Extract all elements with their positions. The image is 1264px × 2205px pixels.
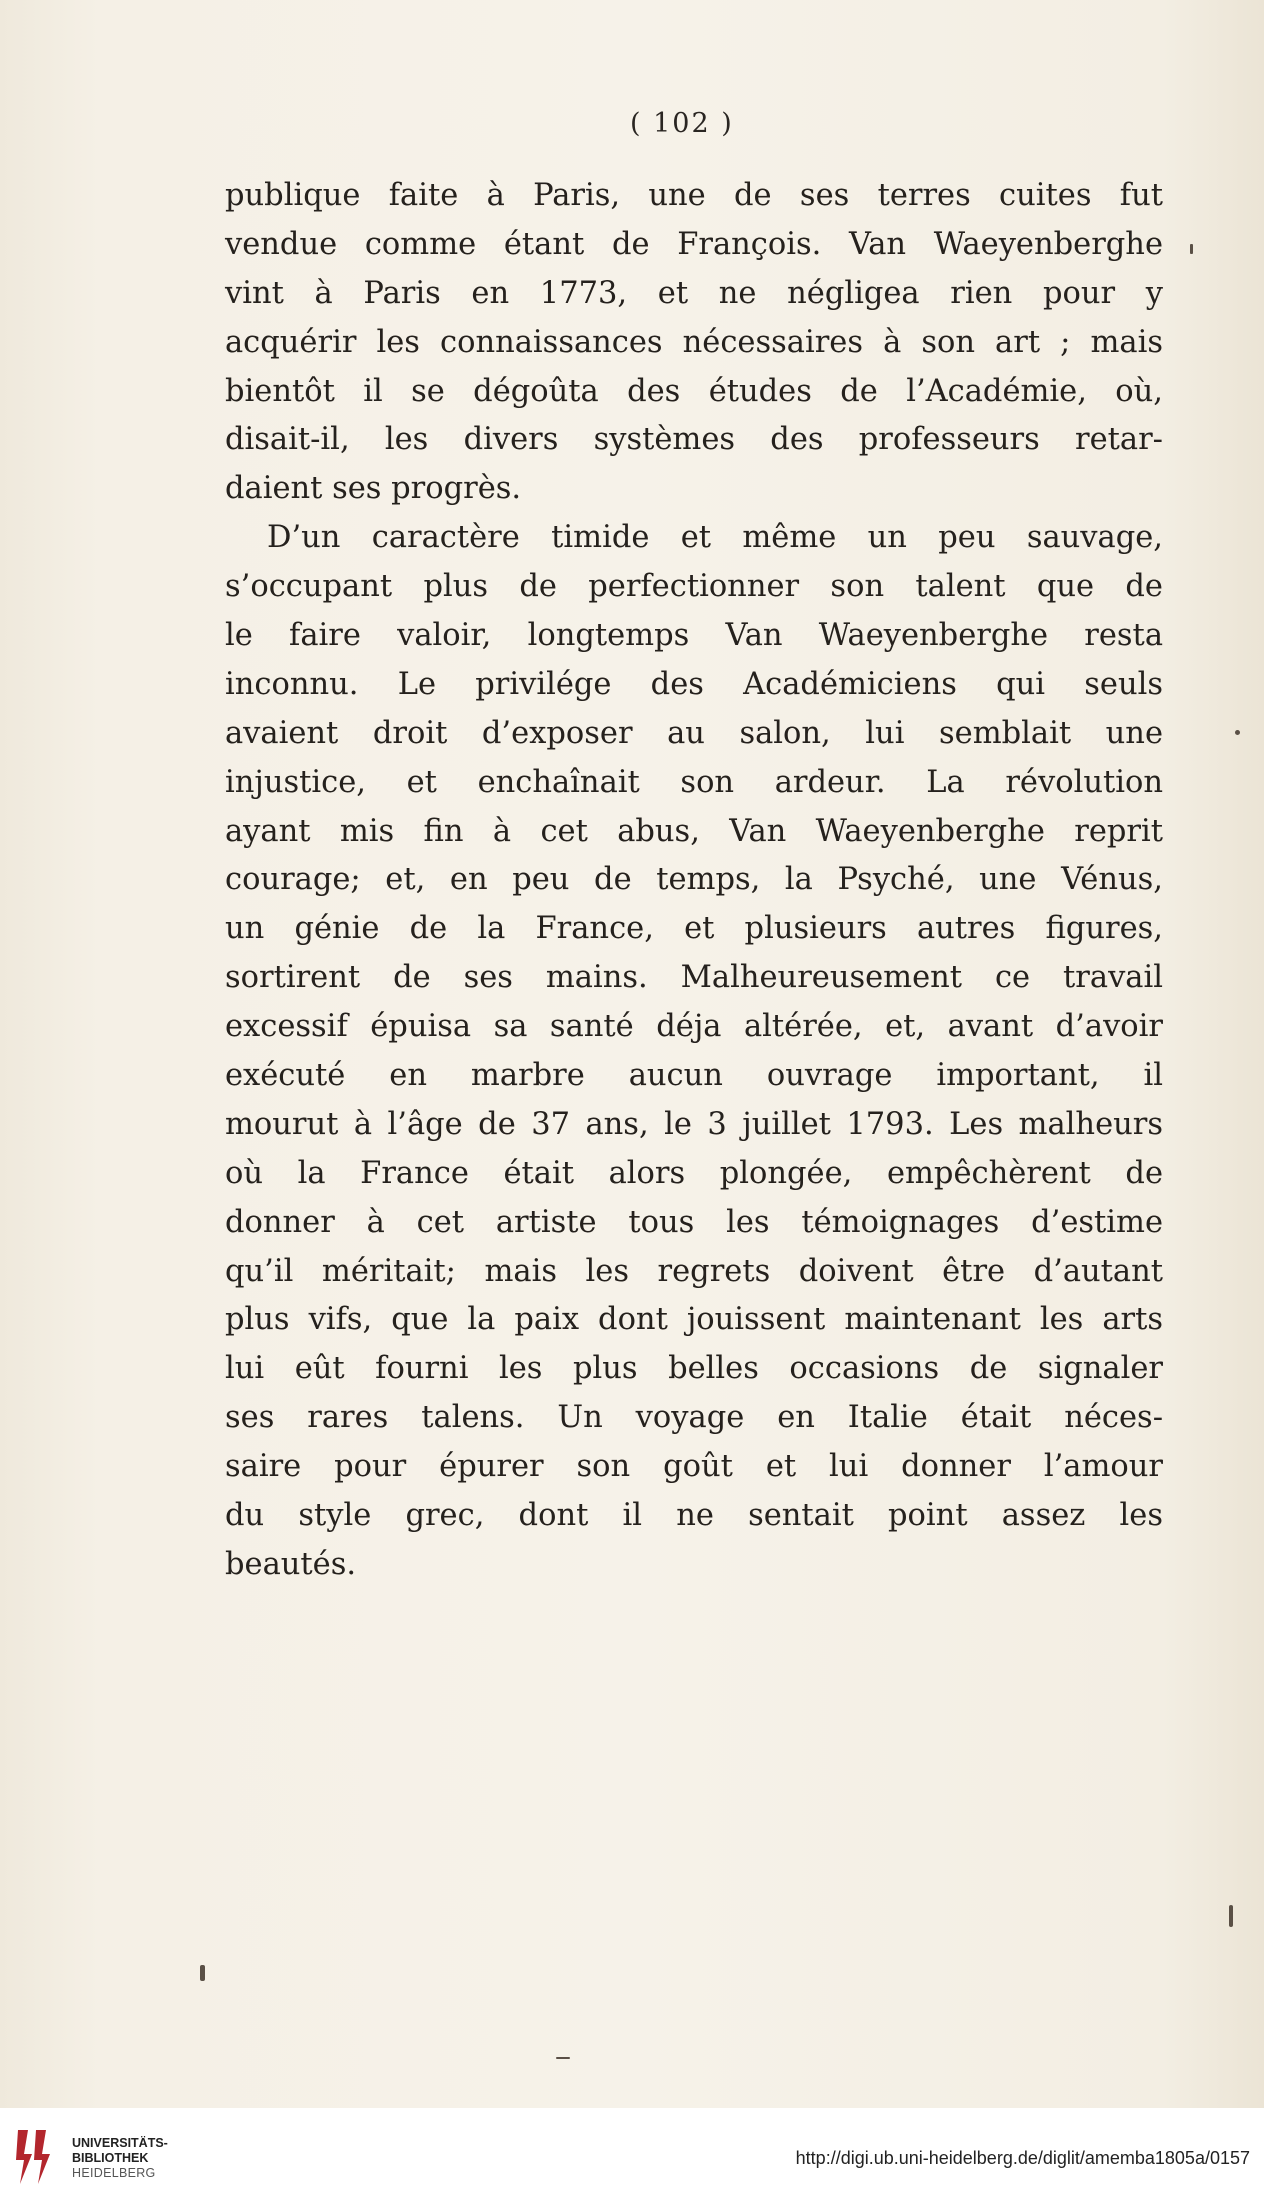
text-line: publique faite à Paris, une de ses terres cuites fut <box>225 178 1163 213</box>
text-line: du style grec, dont il ne sentait point assez les <box>225 1498 1163 1534</box>
text-line: acquérir les connaissances nécessaires à son art ; mais <box>225 324 1163 360</box>
text-line: courage; et, en peu de temps, la Psyché, une Vénus, <box>225 862 1163 898</box>
text-line: disait-il, les divers systèmes des professeurs retar- <box>225 422 1163 458</box>
text-line: sortirent de ses mains. Malheureusement ce travail <box>225 960 1163 996</box>
text-line: un génie de la France, et plusieurs autres figures, <box>225 911 1163 947</box>
text-line: vint à Paris en 1773, et ne négligea rien pour y <box>225 275 1163 311</box>
text-line: excessif épuisa sa santé déja altérée, et, avant d’avoir <box>225 1009 1163 1045</box>
text-line: D’un caractère timide et même un peu sauvage, <box>267 520 1163 556</box>
paper-speck <box>556 2057 570 2059</box>
text-line: donner à cet artiste tous les témoignages d’estime <box>225 1204 1163 1240</box>
text-line: lui eût fourni les plus belles occasions de signaler <box>225 1351 1163 1387</box>
text-line: vendue comme étant de François. Van Waeyenberghe <box>225 226 1163 262</box>
library-name-line: UNIVERSITÄTS- <box>72 2136 168 2150</box>
text-line: bientôt il se dégoûta des études de l’Académie, où, <box>225 373 1163 409</box>
library-name-line: HEIDELBERG <box>72 2166 156 2180</box>
text-line: le faire valoir, longtemps Van Waeyenberghe resta <box>225 618 1163 654</box>
text-line: avaient droit d’exposer au salon, lui semblait une <box>225 715 1163 751</box>
text-line: beautés. <box>225 1546 357 1582</box>
library-name <box>72 2136 168 2181</box>
text-line: s’occupant plus de perfectionner son talent que de <box>225 569 1163 605</box>
source-url[interactable]: http://digi.ub.uni-heidelberg.de/diglit/amemba1805a/0157 <box>795 2148 1250 2168</box>
text-line: injustice, et enchaînait son ardeur. La révolution <box>225 764 1163 800</box>
paper-speck <box>1190 244 1193 254</box>
text-line: qu’il méritait; mais les regrets doivent être d’autant <box>225 1253 1163 1289</box>
footer-bar <box>0 2108 1264 2205</box>
library-name-line: BIBLIOTHEK <box>72 2151 149 2165</box>
paper-speck <box>200 1965 205 1981</box>
text-line: exécuté en marbre aucun ouvrage important, il <box>225 1058 1163 1094</box>
text-line: saire pour épurer son goût et lui donner l’amour <box>225 1449 1163 1485</box>
paper-speck <box>1229 1905 1233 1927</box>
text-line: où la France était alors plongée, empêchèrent de <box>225 1155 1163 1191</box>
text-line: inconnu. Le privilége des Académiciens qui seuls <box>225 666 1163 702</box>
text-line: plus vifs, que la paix dont jouissent maintenant les arts <box>225 1302 1163 1338</box>
paper-speck <box>1235 730 1240 735</box>
text-line: daient ses progrès. <box>225 471 522 507</box>
text-line: ayant mis fin à cet abus, Van Waeyenberghe reprit <box>225 813 1163 849</box>
body-text <box>225 172 1163 1590</box>
university-library-logo <box>10 2126 62 2188</box>
text-line: mourut à l’âge de 37 ans, le 3 juillet 1793. Les malheurs <box>225 1106 1163 1142</box>
page-number: ( 102 ) <box>630 108 734 139</box>
text-line: ses rares talens. Un voyage en Italie était néces- <box>225 1400 1163 1436</box>
